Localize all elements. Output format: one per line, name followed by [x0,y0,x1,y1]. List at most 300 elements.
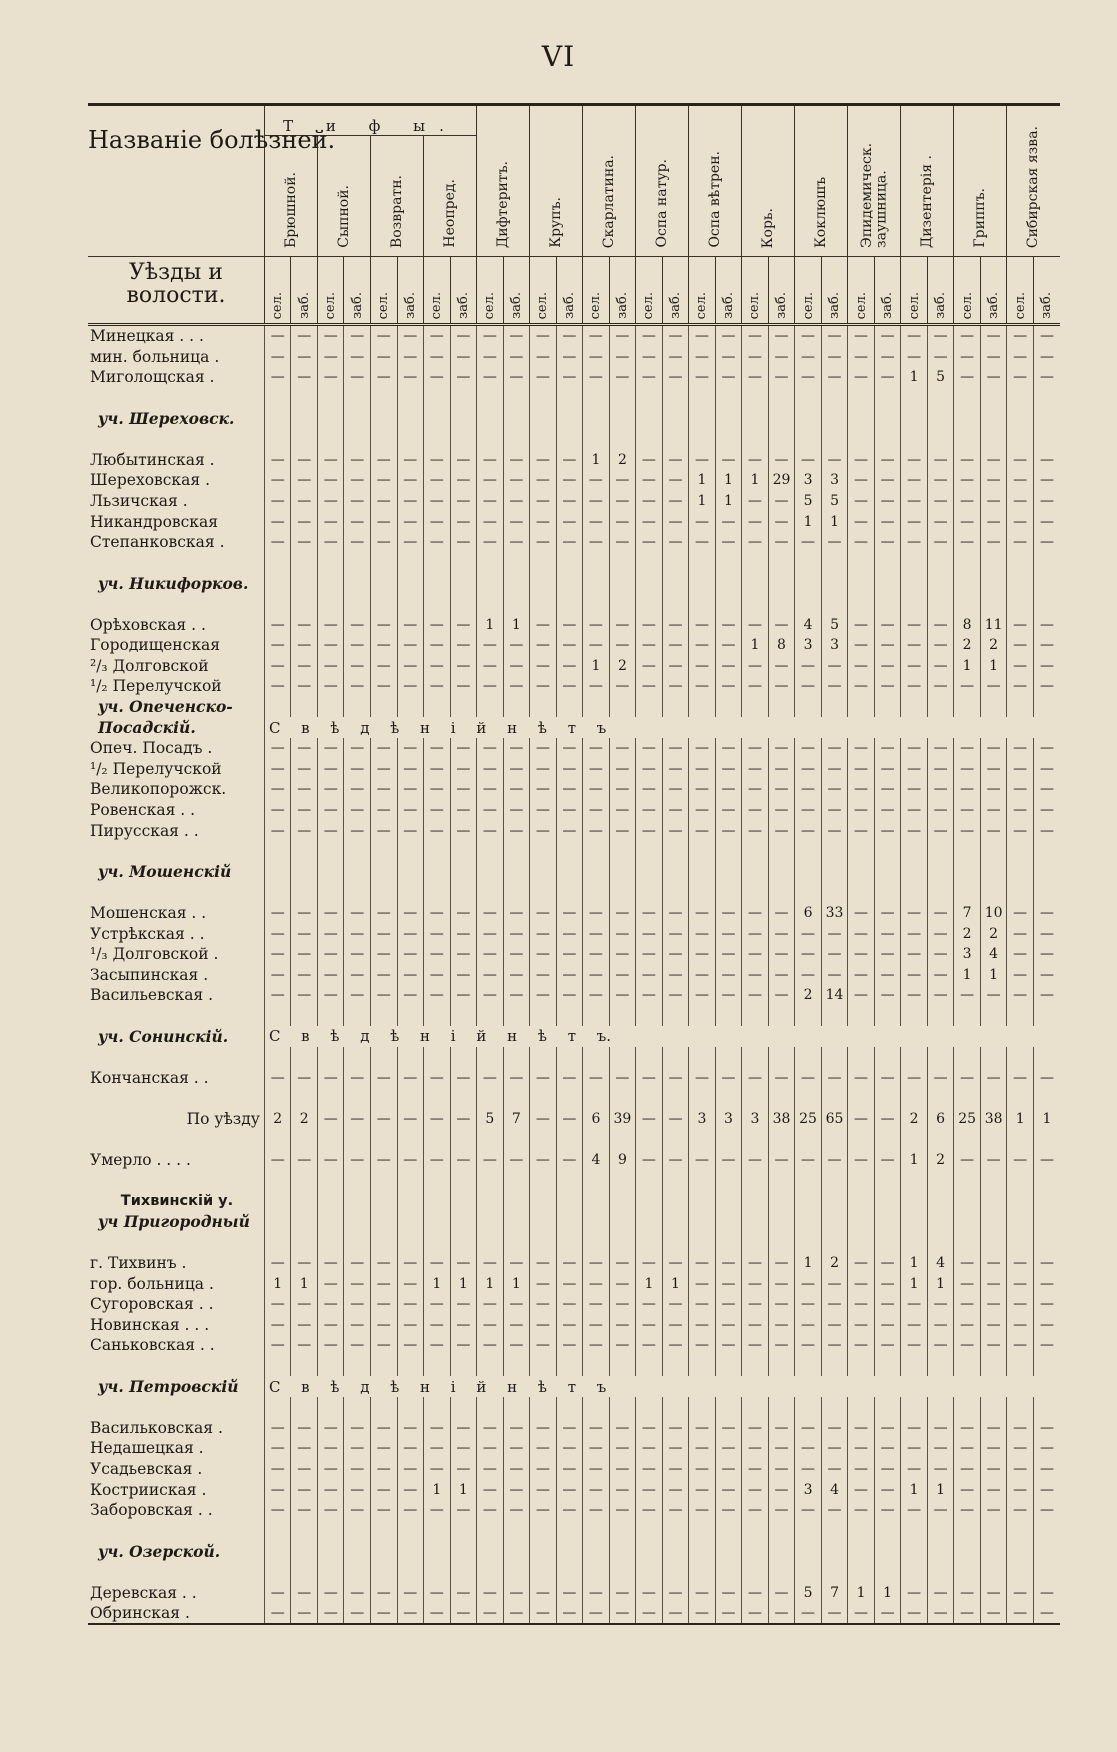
data-cell: — [264,944,291,965]
data-cell [371,1356,398,1377]
data-cell [636,841,663,862]
data-cell: — [397,779,424,800]
data-cell [848,882,875,903]
data-cell: — [291,470,318,491]
row-label [88,1170,264,1191]
data-cell: — [477,532,504,553]
data-cell: 1 [980,964,1007,985]
sub-header-sick: заб. [768,257,795,325]
data-cell: — [662,676,689,697]
data-cell [477,1047,504,1068]
data-cell [689,1047,716,1068]
data-cell [450,861,477,882]
data-cell [556,841,583,862]
data-cell [397,1541,424,1562]
data-cell: — [795,450,822,471]
data-cell [901,573,928,594]
data-cell: — [609,923,636,944]
data-cell [371,388,398,409]
data-cell: — [450,944,477,965]
sub-header-sick: заб. [821,257,848,325]
data-cell: — [344,964,371,985]
data-cell: — [715,450,742,471]
data-cell: — [1007,614,1034,635]
data-cell: — [954,532,981,553]
data-cell: — [821,738,848,759]
data-cell: — [317,738,344,759]
data-cell [715,1397,742,1418]
typhus-subtype-header: Неопред. [424,135,477,256]
data-cell: — [450,1315,477,1336]
data-cell: — [980,1294,1007,1315]
data-cell: — [795,1315,822,1336]
data-cell [583,1541,610,1562]
data-cell: — [848,1294,875,1315]
data-cell: — [874,923,901,944]
data-cell: 25 [795,1109,822,1130]
data-cell: — [503,470,530,491]
data-cell: — [1007,1273,1034,1294]
data-cell [768,861,795,882]
data-cell [689,573,716,594]
data-cell: 14 [821,985,848,1006]
data-cell: — [583,367,610,388]
data-cell [662,594,689,615]
table-row [88,800,1060,821]
data-cell: — [795,532,822,553]
data-cell [264,1397,291,1418]
row-label: Васильковская . [90,1418,223,1437]
data-cell: — [424,1603,451,1625]
data-cell [556,1088,583,1109]
data-cell: — [874,964,901,985]
data-cell: — [768,1603,795,1625]
data-cell [980,1006,1007,1027]
data-cell [264,1212,291,1233]
data-cell [821,1232,848,1253]
data-cell [980,1520,1007,1541]
disease-header: Оспа натур. [636,105,689,257]
data-cell: — [848,800,875,821]
data-cell [715,1088,742,1109]
data-cell [795,1170,822,1191]
data-cell: — [503,738,530,759]
row-label: Минецкая . . . [90,327,204,346]
spacer-row [88,1232,1060,1253]
data-cell [1033,1170,1060,1191]
data-cell: — [689,1459,716,1480]
data-cell: — [927,1438,954,1459]
data-cell: 1 [424,1479,451,1500]
data-cell [742,594,769,615]
data-cell [371,1191,398,1212]
data-cell [609,1356,636,1377]
data-cell [1007,882,1034,903]
data-cell: — [317,1273,344,1294]
data-cell: 1 [927,1273,954,1294]
data-cell [344,1397,371,1418]
data-cell [556,1541,583,1562]
data-cell: — [901,325,928,347]
row-label: ¹/₂ Перелучской [90,759,222,778]
data-cell: — [848,1273,875,1294]
data-cell [583,594,610,615]
data-cell [636,1397,663,1418]
data-cell: — [291,964,318,985]
data-cell: — [954,1273,981,1294]
data-cell [874,1397,901,1418]
table-row [88,367,1060,388]
data-cell: 1 [715,491,742,512]
data-cell [583,1129,610,1150]
data-cell: — [1033,1273,1060,1294]
data-cell: — [821,1438,848,1459]
data-cell [689,1232,716,1253]
data-cell [344,1232,371,1253]
data-cell: — [371,1150,398,1171]
data-cell: — [1007,1067,1034,1088]
data-cell [662,1006,689,1027]
data-cell [450,573,477,594]
data-cell: — [715,944,742,965]
disease-header: Гриппъ. [954,105,1007,257]
data-cell: 8 [768,635,795,656]
data-cell: — [450,758,477,779]
data-cell [530,1191,557,1212]
data-cell: — [848,1479,875,1500]
data-cell: — [927,676,954,697]
data-cell: — [795,367,822,388]
data-cell [291,1356,318,1377]
data-cell [503,1170,530,1191]
data-cell: 2 [264,1109,291,1130]
data-cell [583,841,610,862]
data-cell [901,1212,928,1233]
data-cell: — [397,491,424,512]
data-cell: — [927,325,954,347]
data-cell: — [371,1603,398,1625]
data-cell: — [636,820,663,841]
data-cell: 2 [609,450,636,471]
data-cell: — [344,1315,371,1336]
data-cell: 8 [954,614,981,635]
data-cell: — [1033,1253,1060,1274]
data-cell [424,697,451,718]
data-cell [477,1088,504,1109]
data-cell: — [636,1582,663,1603]
sub-header-sick: заб. [1033,257,1060,325]
data-cell [874,1129,901,1150]
data-cell: — [954,470,981,491]
data-cell: — [768,347,795,368]
data-cell: — [874,1603,901,1625]
data-cell: — [503,985,530,1006]
data-cell: — [768,903,795,924]
data-cell [874,1170,901,1191]
data-cell [821,1088,848,1109]
data-cell: — [874,450,901,471]
data-cell [980,882,1007,903]
data-cell: — [397,1253,424,1274]
data-cell: — [317,985,344,1006]
data-cell: — [503,944,530,965]
row-label: Кострииская . [90,1480,207,1499]
data-cell: — [397,923,424,944]
data-cell: — [980,985,1007,1006]
data-cell [344,1006,371,1027]
data-cell: — [556,1315,583,1336]
data-cell: — [371,1315,398,1336]
data-cell [901,1562,928,1583]
data-cell [264,408,291,429]
data-cell: — [450,635,477,656]
data-cell [424,1541,451,1562]
data-cell: — [291,944,318,965]
data-cell: — [1033,758,1060,779]
data-cell [874,1232,901,1253]
data-cell: — [424,758,451,779]
data-cell: — [371,325,398,347]
data-cell: 1 [954,656,981,677]
data-cell: 1 [901,1479,928,1500]
data-cell [795,1562,822,1583]
data-cell: — [662,820,689,841]
data-cell: — [609,779,636,800]
data-cell: — [662,325,689,347]
data-cell: 7 [954,903,981,924]
data-cell [980,573,1007,594]
data-cell: — [689,676,716,697]
data-cell: — [556,903,583,924]
data-cell: — [397,635,424,656]
data-cell [291,1232,318,1253]
data-cell: 1 [689,470,716,491]
data-cell [927,1562,954,1583]
data-cell [424,1397,451,1418]
data-cell [477,1129,504,1150]
data-cell: 1 [264,1273,291,1294]
data-cell [848,573,875,594]
data-cell: — [317,1294,344,1315]
disease-header: Коклюшъ [795,105,848,257]
data-cell: — [715,676,742,697]
data-cell: — [503,758,530,779]
data-cell: — [715,1273,742,1294]
data-cell: — [424,1294,451,1315]
data-cell [821,1541,848,1562]
data-cell: — [874,820,901,841]
data-cell [954,1170,981,1191]
data-cell [901,841,928,862]
data-cell: — [450,1582,477,1603]
data-cell [689,388,716,409]
data-cell: — [397,1273,424,1294]
data-cell: — [768,367,795,388]
data-cell: — [371,1109,398,1130]
data-cell: 4 [927,1253,954,1274]
data-cell: — [450,511,477,532]
table-row [88,614,1060,635]
data-cell [1033,861,1060,882]
district-section-label: уч. Озерской. [98,1541,221,1561]
data-cell: — [715,800,742,821]
section-row [88,861,1060,882]
data-cell [397,1520,424,1541]
data-cell [477,1212,504,1233]
data-cell [556,1047,583,1068]
data-cell [556,861,583,882]
data-cell: — [689,1273,716,1294]
data-cell [689,1356,716,1377]
data-cell: — [291,1479,318,1500]
data-cell [954,841,981,862]
data-cell: — [371,491,398,512]
data-cell: — [477,820,504,841]
data-cell: — [609,1603,636,1625]
data-cell [636,1356,663,1377]
data-cell: — [927,820,954,841]
table-row [88,325,1060,347]
data-cell: — [609,1417,636,1438]
data-cell: — [477,1335,504,1356]
data-cell: — [980,347,1007,368]
data-cell [795,1397,822,1418]
data-cell: 5 [795,1582,822,1603]
data-cell [715,573,742,594]
data-cell: — [689,1500,716,1521]
district-section-label: уч. Никифорков. [98,573,249,593]
sub-header-sick: заб. [503,257,530,325]
data-cell: 3 [715,1109,742,1130]
no-data-note: С в ѣ д ѣ н і й н ѣ т ъ [264,717,1060,738]
data-cell: — [821,325,848,347]
data-cell: — [264,532,291,553]
data-cell [1007,1129,1034,1150]
data-cell [689,1397,716,1418]
data-cell: — [662,614,689,635]
data-cell [821,841,848,862]
data-cell: — [503,1150,530,1171]
data-cell: — [477,800,504,821]
data-cell: — [317,325,344,347]
data-cell: — [503,367,530,388]
disease-statistics-table [88,103,1060,1625]
data-cell: — [768,614,795,635]
data-cell [477,1541,504,1562]
row-label: Новинская . . . [90,1315,210,1334]
data-cell [848,1356,875,1377]
data-cell [980,1356,1007,1377]
data-cell: — [609,532,636,553]
data-cell [927,1232,954,1253]
data-cell [848,1232,875,1253]
data-cell: — [477,738,504,759]
data-cell [742,408,769,429]
data-cell: — [901,1582,928,1603]
data-cell: — [1007,944,1034,965]
data-cell: — [317,800,344,821]
data-cell: 1 [715,470,742,491]
data-cell: — [530,779,557,800]
data-cell [1007,1212,1034,1233]
data-cell: — [609,491,636,512]
data-cell: — [1033,532,1060,553]
data-cell: — [371,1253,398,1274]
data-cell [450,1212,477,1233]
data-cell [344,408,371,429]
data-cell [1007,429,1034,450]
data-cell: — [901,800,928,821]
data-cell: — [291,758,318,779]
data-cell [503,1356,530,1377]
data-cell: — [874,1109,901,1130]
data-cell: — [927,347,954,368]
data-cell: — [795,676,822,697]
data-cell: — [927,738,954,759]
data-cell [927,573,954,594]
data-cell: — [530,903,557,924]
data-cell [317,1191,344,1212]
data-cell: — [689,532,716,553]
data-cell [1007,1170,1034,1191]
row-label [88,1356,264,1377]
data-cell [636,1129,663,1150]
data-cell [848,841,875,862]
data-cell [397,553,424,574]
data-cell [609,1088,636,1109]
data-cell [530,1232,557,1253]
table-row [88,491,1060,512]
data-cell: — [556,1417,583,1438]
data-cell: — [450,614,477,635]
data-cell: — [583,1500,610,1521]
data-cell [609,861,636,882]
data-cell: — [344,676,371,697]
data-cell [450,841,477,862]
data-cell: — [1033,325,1060,347]
data-cell [317,861,344,882]
data-cell [874,1047,901,1068]
data-cell: — [397,758,424,779]
data-cell: — [874,491,901,512]
data-cell: — [556,1582,583,1603]
data-cell [662,1129,689,1150]
data-cell: 3 [689,1109,716,1130]
district-section-label: уч. Петровскій [98,1377,239,1397]
data-cell: 3 [795,1479,822,1500]
data-cell: — [874,347,901,368]
no-data-note: С в ѣ д ѣ н і й н ѣ т ъ [264,1376,1060,1397]
data-cell [424,1232,451,1253]
data-cell: — [424,614,451,635]
data-cell [556,697,583,718]
data-cell: — [450,903,477,924]
data-cell: — [901,779,928,800]
sub-header-sick: заб. [980,257,1007,325]
data-cell [530,553,557,574]
data-cell [317,1170,344,1191]
data-cell: 3 [742,1109,769,1130]
section-row [88,1376,1060,1397]
data-cell: — [901,1294,928,1315]
data-cell [980,841,1007,862]
data-cell: 1 [848,1582,875,1603]
data-cell: — [848,676,875,697]
data-cell: 2 [927,1150,954,1171]
data-cell: — [689,903,716,924]
data-cell: — [556,738,583,759]
data-cell: — [450,923,477,944]
